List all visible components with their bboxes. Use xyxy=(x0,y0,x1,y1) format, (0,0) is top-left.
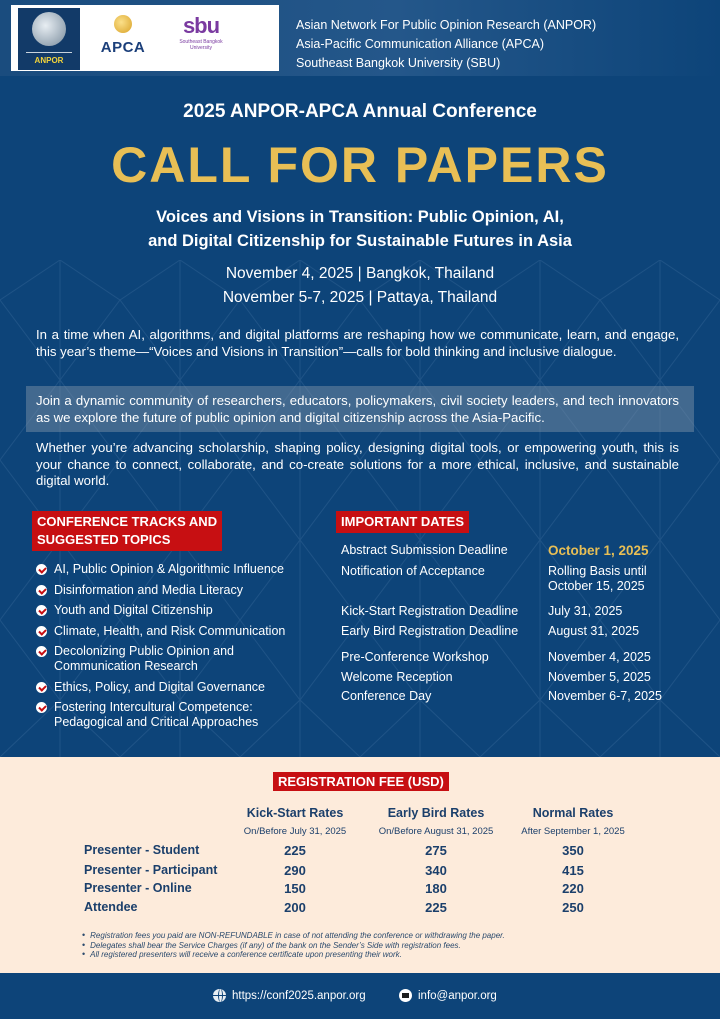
logo-divider xyxy=(26,52,72,53)
date-label: Pre-Conference Workshop xyxy=(341,650,489,664)
check-circle-icon xyxy=(36,646,47,657)
logo-panel xyxy=(11,5,279,71)
fee-value: 250 xyxy=(562,900,584,915)
check-circle-icon xyxy=(36,585,47,596)
fee-row xyxy=(80,900,650,919)
sun-logo-icon xyxy=(114,15,132,33)
date-label: Kick-Start Registration Deadline xyxy=(341,604,519,618)
note-item: • Delegates shall bear the Service Charges (if any) of the bank on the Sender’s Side with registration fees. xyxy=(82,941,505,951)
fee-value: 200 xyxy=(284,900,306,915)
organizer-list xyxy=(296,16,596,73)
sbu-logo-subtitle: Southeast Bangkok University xyxy=(179,39,223,51)
check-circle-icon xyxy=(36,682,47,693)
date-label: Conference Day xyxy=(341,689,432,703)
fee-value: 290 xyxy=(284,863,306,878)
fee-row-label: Presenter - Student xyxy=(84,843,200,857)
event-dates-locations xyxy=(0,262,720,310)
organizer-sbu: Southeast Bangkok University (SBU) xyxy=(296,56,501,70)
organizer-apca: Asia-Pacific Communication Alliance (APCA) xyxy=(296,37,545,51)
apca-logo-text: APCA xyxy=(100,39,146,56)
track-item: Decolonizing Public Opinion and Communication Research xyxy=(36,644,266,674)
tracks-heading xyxy=(32,511,222,551)
registration-heading: REGISTRATION FEE (USD) xyxy=(273,772,449,791)
fee-value: 350 xyxy=(562,843,584,858)
column-header-earlybird: Early Bird Rates On/Before August 31, 2025 xyxy=(378,806,494,837)
track-item: Climate, Health, and Risk Communication xyxy=(36,624,336,639)
intro-paragraph-1: In a time when AI, algorithms, and digital platforms are reshaping how we communicate, learn, and engage, this year’s theme—“Voices and Visions in Transition”—calls for bold thinking and inclusive dialogue. xyxy=(36,327,679,359)
header-bar xyxy=(0,0,720,76)
check-circle-icon xyxy=(36,702,47,713)
check-circle-icon xyxy=(36,605,47,616)
intro-paragraph-3: Whether you’re advancing scholarship, shaping policy, designing digital tools, or empowering youth, this is your chance to connect, collaborate, and co-create solutions for a more ethical, inclusive, and sustainable digital world. xyxy=(36,440,679,488)
date-value: July 31, 2025 xyxy=(548,604,623,618)
column-header-kickstart: Kick-Start Rates On/Before July 31, 2025 xyxy=(243,806,347,837)
check-circle-icon xyxy=(36,564,47,575)
tracks-heading-line-1: CONFERENCE TRACKS AND xyxy=(37,514,218,529)
organizer-anpor: Asian Network For Public Opinion Research (ANPOR) xyxy=(296,18,597,32)
track-item: Youth and Digital Citizenship xyxy=(36,603,336,618)
date-label: Welcome Reception xyxy=(341,670,453,684)
date-value: November 5, 2025 xyxy=(548,670,651,684)
conference-title: 2025 ANPOR-APCA Annual Conference xyxy=(183,101,537,122)
fee-row xyxy=(80,843,650,862)
intro-paragraph-2: Join a dynamic community of researchers, educators, policymakers, civil society leaders, and tech innovators as we explore the future of public opinion and digital citizenship across the Asia-Pacific. xyxy=(36,393,679,425)
fee-value: 225 xyxy=(425,900,447,915)
date-value: November 6-7, 2025 xyxy=(548,689,662,703)
theme-line-2: and Digital Citizenship for Sustainable Futures in Asia xyxy=(148,232,572,250)
fee-value: 415 xyxy=(562,863,584,878)
anpor-logo xyxy=(18,8,80,70)
website-link[interactable] xyxy=(213,989,366,1002)
tracks-heading-line-2: SUGGESTED TOPICS xyxy=(37,532,171,547)
date-label: Early Bird Registration Deadline xyxy=(341,624,519,638)
fee-value: 340 xyxy=(425,863,447,878)
fee-value: 150 xyxy=(284,881,306,896)
sbu-logo xyxy=(169,13,233,67)
note-item: • Registration fees you paid are NON-REFUNDABLE in case of not attending the conference or withdrawing the paper. xyxy=(82,931,505,941)
track-item: Ethics, Policy, and Digital Governance xyxy=(36,680,336,695)
anpor-logo-text: ANPOR xyxy=(34,56,64,65)
important-dates-heading: IMPORTANT DATES xyxy=(336,511,469,533)
fee-row xyxy=(80,881,650,900)
fee-value: 180 xyxy=(425,881,447,896)
registration-notes xyxy=(82,931,505,960)
date-label: Notification of Acceptance xyxy=(341,564,485,578)
website-url[interactable]: https://conf2025.anpor.org xyxy=(232,989,366,1002)
fee-value: 275 xyxy=(425,843,447,858)
globe-icon xyxy=(213,989,226,1002)
tracks-list xyxy=(36,562,336,736)
footer xyxy=(0,973,720,1019)
track-item: Disinformation and Media Literacy xyxy=(36,583,336,598)
sbu-logo-text: sbu xyxy=(182,13,220,38)
date-location-bangkok: November 4, 2025 | Bangkok, Thailand xyxy=(225,265,495,282)
apca-logo xyxy=(93,13,153,67)
fee-value: 225 xyxy=(284,843,306,858)
track-item: Fostering Intercultural Competence: Pedagogical and Critical Approaches xyxy=(36,700,296,730)
email-address[interactable]: info@anpor.org xyxy=(418,989,497,1002)
conference-theme xyxy=(0,205,720,253)
email-link[interactable] xyxy=(399,989,497,1002)
globe-logo-icon xyxy=(32,12,66,46)
date-value: November 4, 2025 xyxy=(548,650,651,664)
check-circle-icon xyxy=(36,626,47,637)
mail-icon xyxy=(399,989,412,1002)
fee-row-label: Presenter - Participant xyxy=(84,863,218,877)
fee-value: 220 xyxy=(562,881,584,896)
column-header-normal: Normal Rates After September 1, 2025 xyxy=(521,806,625,837)
call-for-papers-heading: CALL FOR PAPERS xyxy=(111,137,609,193)
track-item: AI, Public Opinion & Algorithmic Influence xyxy=(36,562,336,577)
theme-line-1: Voices and Visions in Transition: Public Opinion, AI, xyxy=(156,208,564,226)
fee-row-label: Presenter - Online xyxy=(84,881,192,895)
registration-section xyxy=(0,757,720,973)
note-item: • All registered presenters will receive a conference certificate upon presenting their work. xyxy=(82,950,505,960)
date-value: October 1, 2025 xyxy=(548,543,649,558)
fee-row xyxy=(80,863,650,882)
date-label: Abstract Submission Deadline xyxy=(341,543,508,557)
date-location-pattaya: November 5-7, 2025 | Pattaya, Thailand xyxy=(222,289,498,306)
date-value: Rolling Basis until October 15, 2025 xyxy=(548,564,647,593)
fee-row-label: Attendee xyxy=(84,900,138,914)
date-value: August 31, 2025 xyxy=(548,624,640,638)
